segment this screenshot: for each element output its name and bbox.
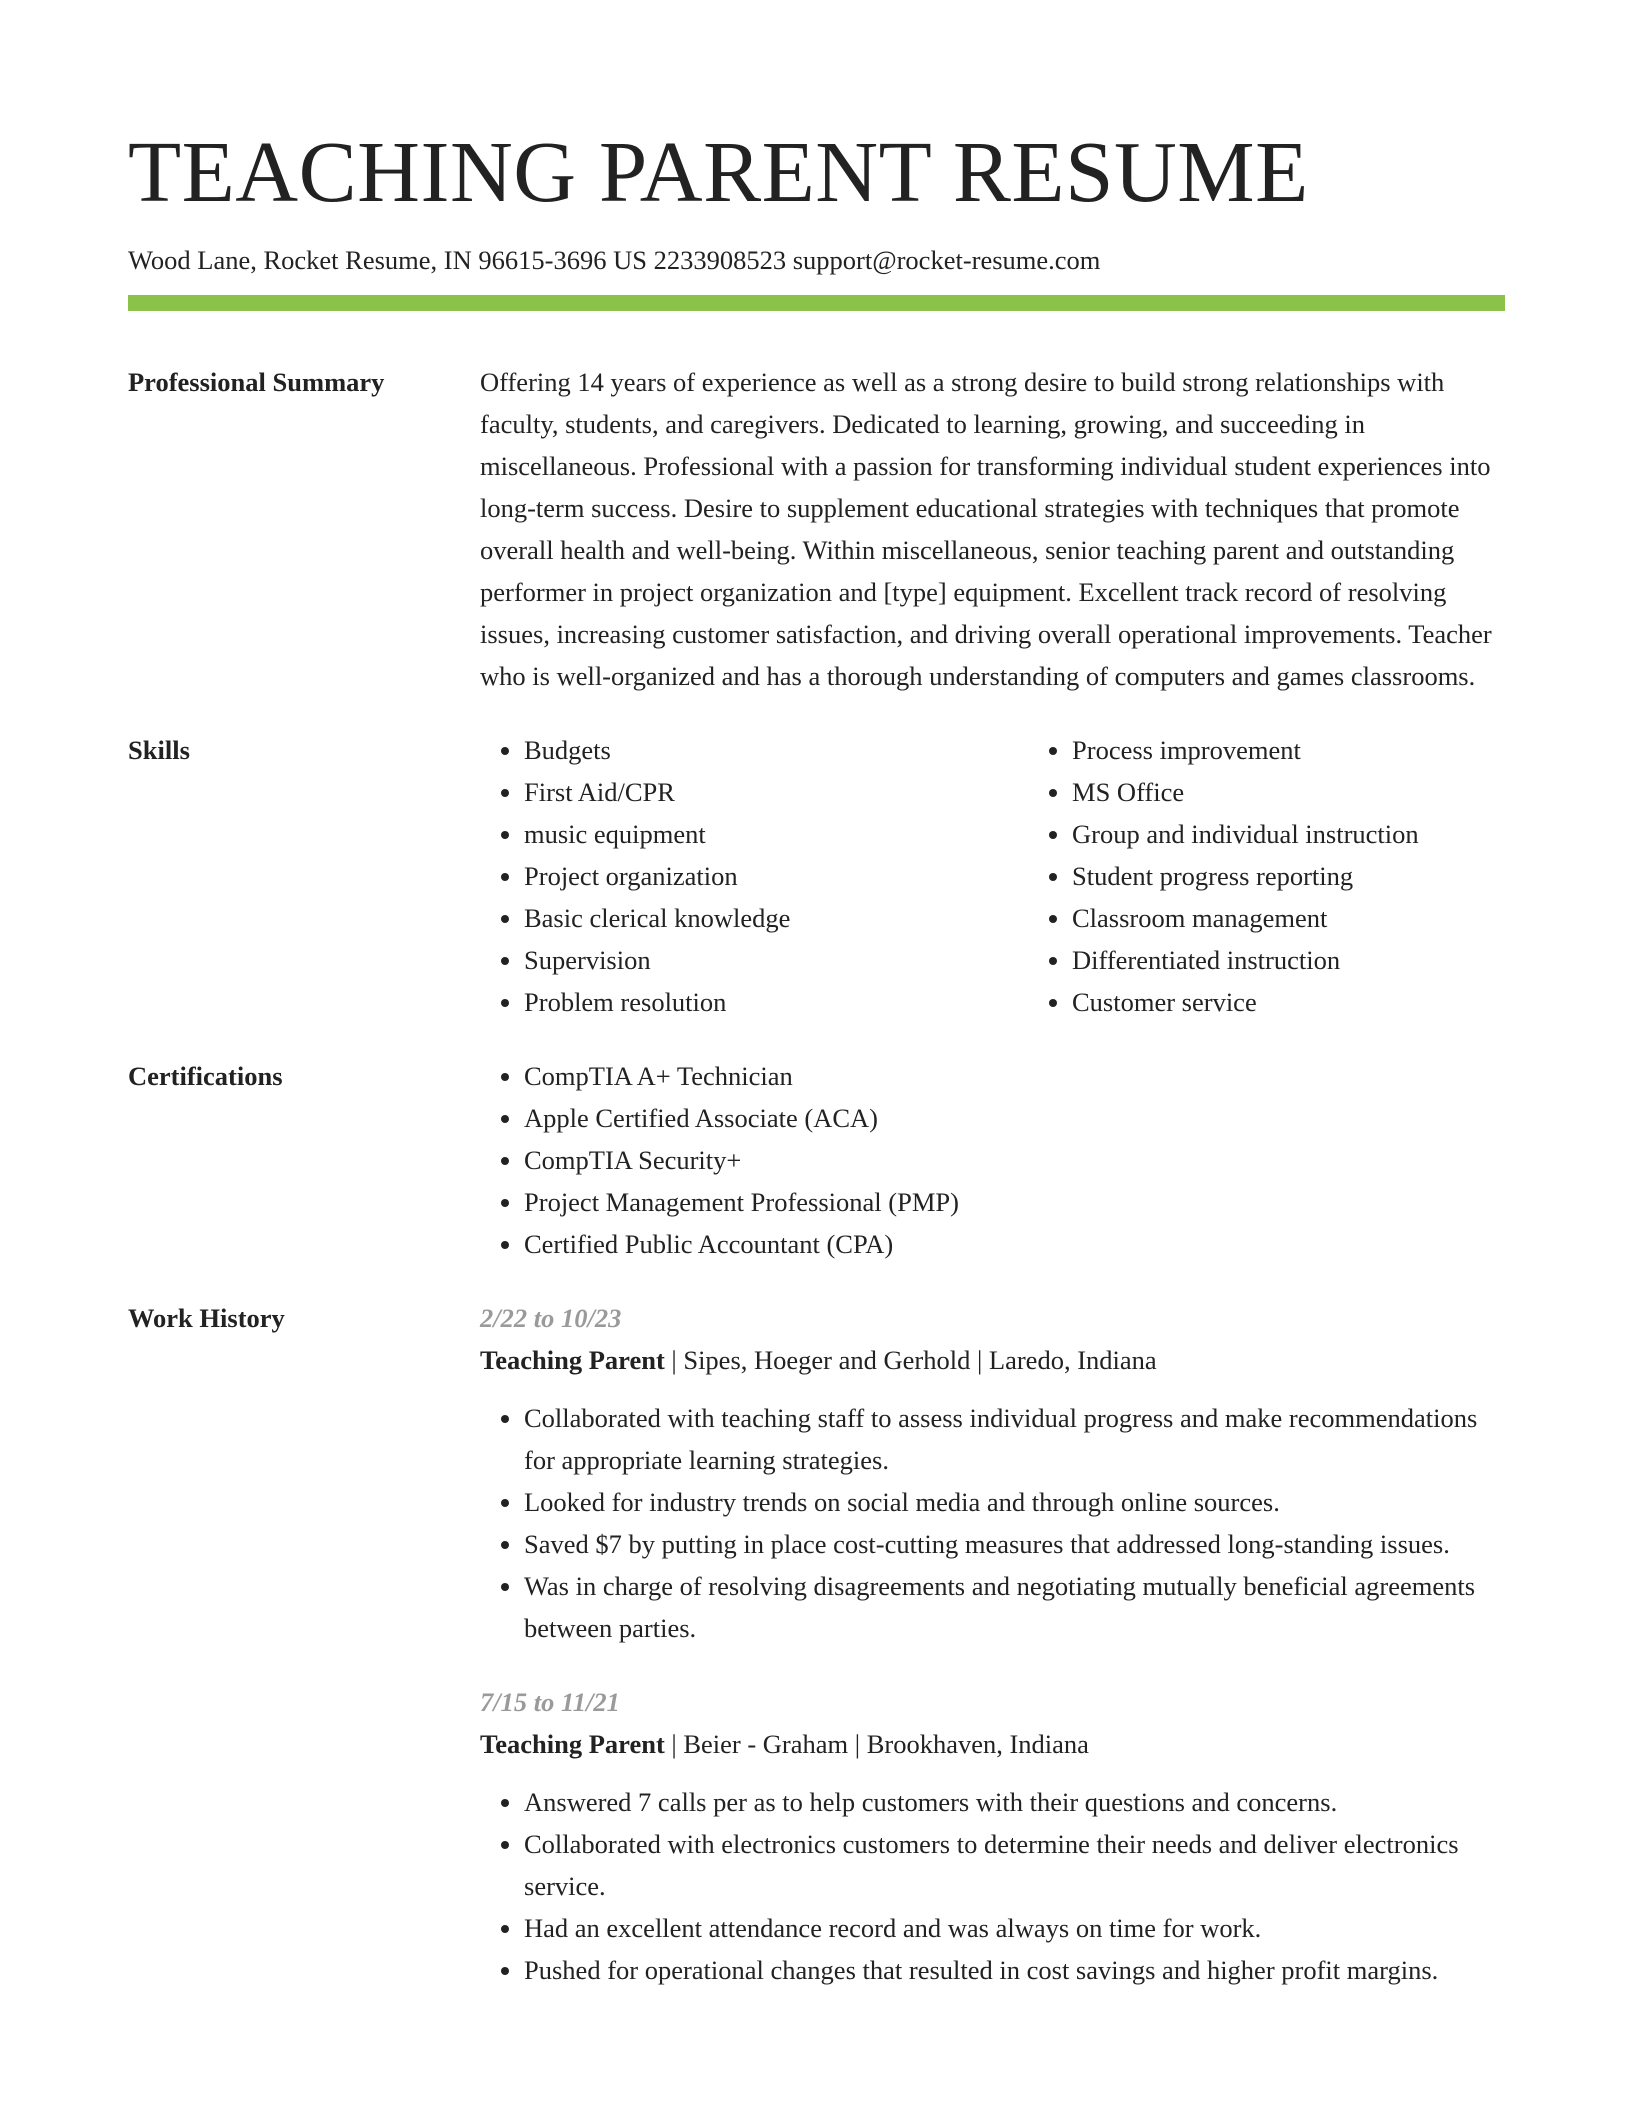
certification-item: • Project Management Professional (PMP) (524, 1181, 1505, 1223)
skill-item: • Student progress reporting (1072, 855, 1505, 897)
skill-item: • Differentiated instruction (1072, 939, 1505, 981)
job-duties-list (480, 1397, 1505, 1649)
certifications-section (128, 1055, 1505, 1265)
summary-section (128, 361, 1505, 697)
skill-item: • Project organization (524, 855, 1028, 897)
job-duty: • Collaborated with electronics customers to determine their needs and deliver electronics service. (524, 1823, 1505, 1907)
job-entry (480, 1297, 1505, 1649)
job-employer-location: | Beier - Graham | Brookhaven, Indiana (664, 1729, 1089, 1759)
skill-item: • Process improvement (1072, 729, 1505, 771)
skill-item: • Group and individual instruction (1072, 813, 1505, 855)
resume-title: TEACHING PARENT RESUME (128, 123, 1309, 220)
skill-item: • music equipment (524, 813, 1028, 855)
job-duties-list (480, 1781, 1505, 1991)
skill-item: • Basic clerical knowledge (524, 897, 1028, 939)
skills-list-right (1028, 729, 1505, 1023)
job-title: Teaching Parent (480, 1345, 665, 1375)
job-dates: 7/15 to 11/21 (480, 1687, 620, 1717)
contact-line: Wood Lane, Rocket Resume, IN 96615-3696 US 2233908523 support@rocket-resume.com (128, 245, 1101, 275)
section-heading: Professional Summary (128, 367, 385, 397)
job-title: Teaching Parent (480, 1729, 665, 1759)
skill-item: • First Aid/CPR (524, 771, 1028, 813)
skills-list-left (480, 729, 1028, 1023)
job-duty: • Pushed for operational changes that resulted in cost savings and higher profit margins. (524, 1949, 1505, 1991)
job-duty: • Answered 7 calls per as to help customers with their questions and concerns. (524, 1781, 1505, 1823)
job-duty: • Looked for industry trends on social media and through online sources. (524, 1481, 1505, 1523)
job-duty: • Collaborated with teaching staff to assess individual progress and make recommendations for appropriate learning strategies. (524, 1397, 1505, 1481)
skills-section (128, 729, 1505, 1023)
accent-divider (128, 295, 1505, 311)
skill-item: • Customer service (1072, 981, 1505, 1023)
certifications-body (480, 1055, 1505, 1265)
skill-item: • Budgets (524, 729, 1028, 771)
job-entry (480, 1681, 1505, 1991)
job-title-line (480, 1723, 1505, 1765)
certification-item: • CompTIA A+ Technician (524, 1055, 1505, 1097)
work-history-section (128, 1297, 1505, 1991)
certification-item: • CompTIA Security+ (524, 1139, 1505, 1181)
resume-page (128, 0, 1505, 1991)
certification-item: • Certified Public Accountant (CPA) (524, 1223, 1505, 1265)
work-history-body (480, 1297, 1505, 1991)
job-title-line (480, 1339, 1505, 1381)
skill-item: • Classroom management (1072, 897, 1505, 939)
certification-item: • Apple Certified Associate (ACA) (524, 1097, 1505, 1139)
section-heading: Work History (128, 1303, 285, 1333)
job-dates: 2/22 to 10/23 (480, 1303, 622, 1333)
job-duty: • Saved $7 by putting in place cost-cutting measures that addressed long-standing issues. (524, 1523, 1505, 1565)
skill-item: • Supervision (524, 939, 1028, 981)
summary-text: Offering 14 years of experience as well as a strong desire to build strong relationships with faculty, students, and caregivers. Dedicated to learning, growing, and succeeding in miscellaneous. Professional with a passion for transforming individual student experiences into long-term success. Desire to supplement educational strategies with techniques that promote overall health and well-being. Within miscellaneous, senior teaching parent and outstanding performer in project organization and [type] equipment. Excellent track record of resolving issues, increasing customer satisfaction, and driving overall operational improvements. Teacher who is well-organized and has a thorough understanding of computers and games classrooms. (480, 367, 1492, 691)
skill-item: • MS Office (1072, 771, 1505, 813)
skills-columns (480, 729, 1505, 1023)
certifications-list (480, 1055, 1505, 1265)
job-duty: • Was in charge of resolving disagreements and negotiating mutually beneficial agreements between parties. (524, 1565, 1505, 1649)
job-duty: • Had an excellent attendance record and was always on time for work. (524, 1907, 1505, 1949)
section-heading: Skills (128, 735, 190, 765)
section-heading: Certifications (128, 1061, 283, 1091)
skill-item: • Problem resolution (524, 981, 1028, 1023)
job-employer-location: | Sipes, Hoeger and Gerhold | Laredo, Indiana (664, 1345, 1157, 1375)
